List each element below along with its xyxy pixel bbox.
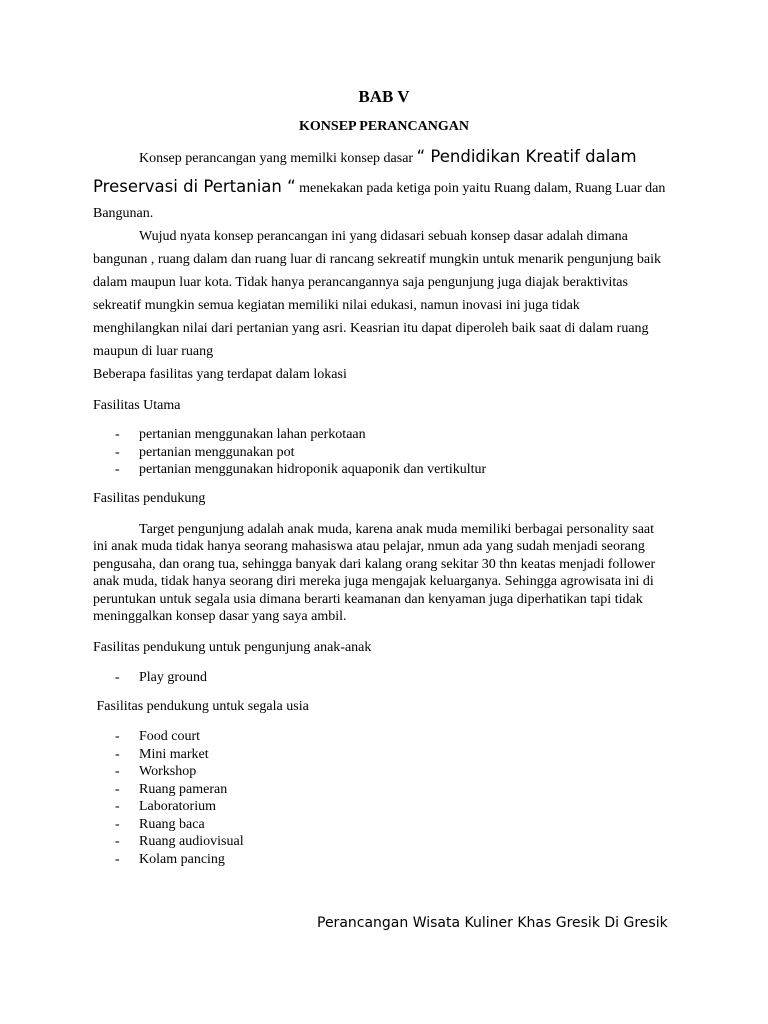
bullet-dash: -	[115, 729, 120, 744]
list-item: - Ruang pameran	[115, 781, 228, 797]
support-paragraph-line: peruntukan untuk segala usia dimana berarti keamanan dan kenyaman juga diperhatikan tapi tidak	[93, 592, 643, 607]
list-item: - Ruang audiovisual	[115, 834, 244, 849]
bullet-dash: -	[115, 781, 120, 797]
chapter-heading: BAB V	[358, 87, 410, 106]
all-ages-facilities-heading: Fasilitas pendukung untuk segala usia	[93, 699, 309, 714]
paragraph1-line: dalam maupun luar kota. Tidak hanya perancangannya saja pengunjung juga diajak beraktivitas	[93, 275, 628, 290]
support-facilities-heading: Fasilitas pendukung	[93, 491, 206, 506]
facilities-intro: Beberapa fasilitas yang terdapat dalam lokasi	[93, 367, 347, 382]
bullet-dash: -	[115, 851, 120, 867]
bullet-dash: -	[115, 799, 120, 814]
bullet-dash: -	[115, 746, 120, 762]
list-item: - pertanian menggunakan lahan perkotaan	[115, 427, 366, 442]
paragraph1-line: sekreatif mungkin semua kegiatan memiliki nilai edukasi, namun inovasi ini juga tidak	[93, 298, 580, 313]
all-ages-facilities-list	[93, 728, 244, 868]
bullet-dash: -	[115, 444, 120, 460]
list-item: - Food court	[115, 729, 201, 744]
main-facilities-heading: Fasilitas Utama	[93, 398, 181, 413]
intro-line-3: Bangunan.	[93, 206, 154, 221]
paragraph1-line: Wujud nyata konsep perancangan ini yang didasari sebuah konsep dasar adalah dimana	[139, 229, 628, 244]
page-footer: Perancangan Wisata Kuliner Khas Gresik Di Gresik	[317, 915, 668, 931]
kids-facilities-heading: Fasilitas pendukung untuk pengunjung anak-anak	[93, 640, 372, 655]
list-item: - pertanian menggunakan hidroponik aquaponik dan vertikultur	[115, 462, 487, 477]
intro-quote-open: “ Pendidikan Kreatif dalam	[416, 147, 637, 166]
list-item: - Ruang baca	[115, 816, 205, 832]
paragraph1-line: maupun di luar ruang	[93, 344, 214, 359]
list-item: - Mini market	[115, 746, 209, 762]
intro-line-2	[93, 178, 665, 197]
bullet-dash: -	[115, 670, 120, 685]
bullet-dash: -	[115, 764, 120, 779]
support-paragraph-line: anak muda, tidak hanya seorang diri mereka juga mengajak keluarganya. Sehingga agrowisata ini di	[93, 574, 654, 589]
bullet-dash: -	[115, 427, 120, 442]
intro-text-part1: Konsep perancangan yang memilki konsep dasar	[139, 151, 417, 166]
main-facilities-list	[93, 426, 486, 479]
bullet-dash: -	[115, 816, 120, 832]
intro-text-part2: menekakan pada ketiga poin yaitu Ruang dalam, Ruang Luar dan	[295, 181, 666, 196]
bullet-dash: -	[115, 462, 120, 477]
kids-facilities-list	[93, 669, 207, 687]
paragraph1-line: bangunan , ruang dalam dan ruang luar di rancang sekreatif mungkin untuk menarik pengunjung baik	[93, 252, 661, 267]
list-item: - Play ground	[115, 670, 208, 685]
chapter-title: KONSEP PERANCANGAN	[299, 119, 469, 134]
bullet-dash: -	[115, 834, 120, 849]
list-item: - Kolam pancing	[115, 851, 225, 867]
list-item: - pertanian menggunakan pot	[115, 444, 295, 460]
support-paragraph-line: ini anak muda tidak hanya seorang mahasiswa atau pelajar, nmun ada yang sudah menjadi seorang	[93, 539, 645, 554]
support-paragraph-line: Target pengunjung adalah anak muda, karena anak muda memiliki berbagai personality saat	[139, 522, 655, 537]
support-paragraph-line: meninggalkan konsep dasar yang saya ambil.	[93, 609, 347, 624]
list-item: - Workshop	[115, 764, 197, 779]
intro-quote-rest: Preservasi di Pertanian “	[93, 177, 296, 196]
paragraph1-line: menghilangkan nilai dari pertanian yang asri. Keasrian itu dapat diperoleh baik saat di dalam ruang	[93, 321, 649, 336]
support-paragraph-line: pengusaha, dan orang tua, sehingga banyak dari kalang orang sekitar 30 thn keatas menjadi follower	[93, 557, 656, 572]
list-item: - Laboratorium	[115, 799, 216, 814]
intro-line-1	[139, 148, 637, 167]
